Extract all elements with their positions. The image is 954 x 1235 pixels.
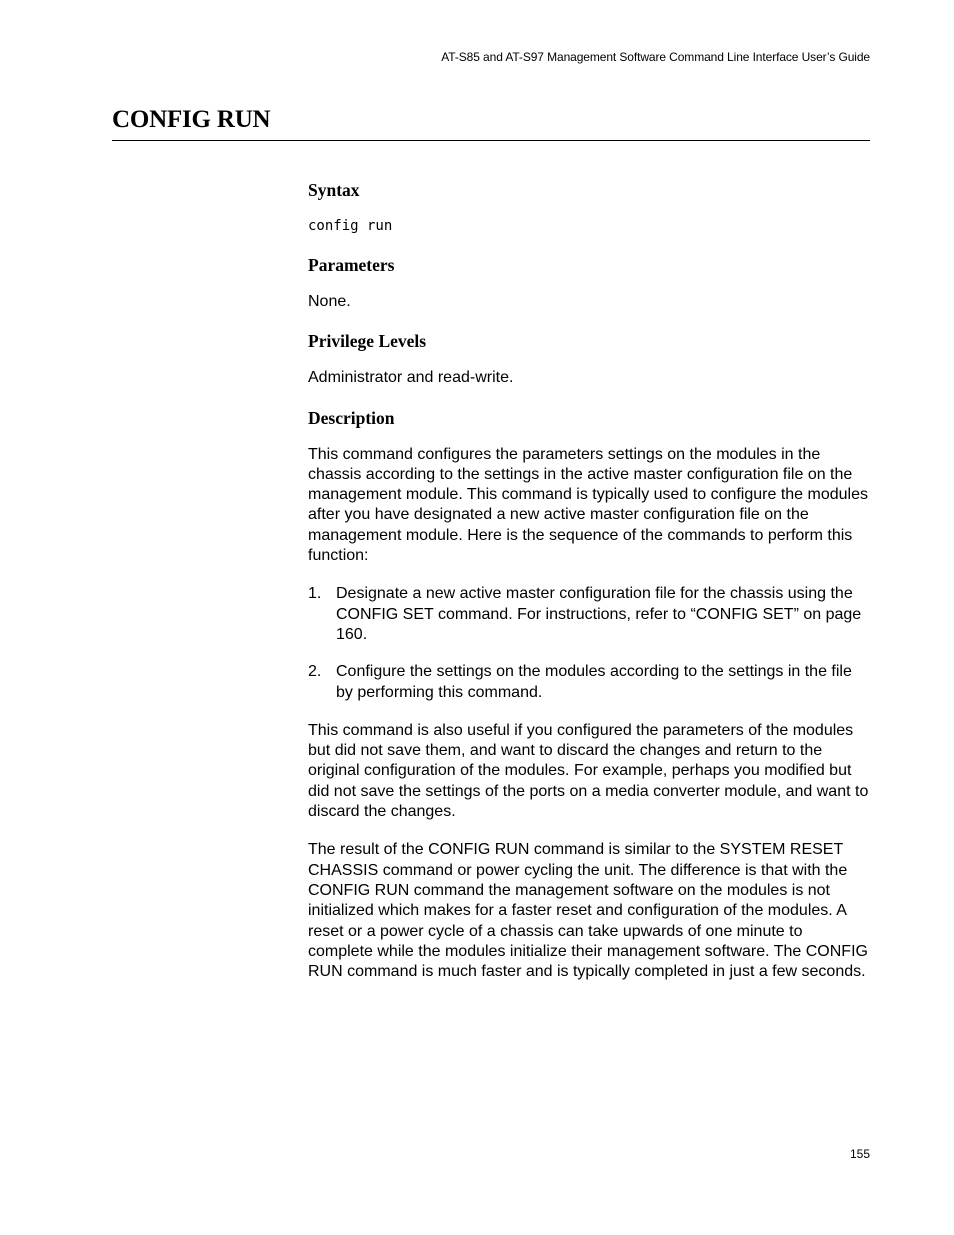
list-item-text: Configure the settings on the modules according to the settings in the file by performing this command.: [336, 663, 852, 701]
list-item: [308, 584, 870, 645]
running-header: AT-S85 and AT-S97 Management Software Command Line Interface User’s Guide: [441, 50, 870, 64]
main-content: [308, 178, 870, 982]
steps-list: [308, 584, 870, 702]
page-number: 155: [849, 1147, 870, 1161]
privilege-levels-text: Administrator and read-write.: [308, 369, 514, 387]
list-item: [308, 662, 870, 703]
page-title: CONFIG RUN: [112, 106, 271, 133]
syntax-code: config run: [308, 218, 393, 234]
syntax-heading: Syntax: [308, 180, 360, 200]
description-intro: This command configures the parameters settings on the modules in the chassis according to the settings in the active master configuration file on the management module. This command is typically used to configure the modules after you have designated a new active master configuration file on the management module. Here is the sequence of the commands to perform this function:: [308, 445, 868, 565]
list-item-number: 1.: [308, 585, 322, 603]
parameters-heading: Parameters: [308, 255, 395, 275]
description-paragraph-3: The result of the CONFIG RUN command is similar to the SYSTEM RESET CHASSIS command or power cycling the unit. The difference is that with the CONFIG RUN command the management software on the modules is not initialized which makes for a faster reset and configuration of the modules. A reset or a power cycle of a chassis can take upwards of one minute to complete while the modules initialize their management software. The CONFIG RUN command is much faster and is typically completed in just a few seconds.: [308, 841, 868, 981]
privilege-levels-heading: Privilege Levels: [308, 331, 427, 352]
description-heading: Description: [308, 407, 395, 428]
title-divider: [112, 140, 870, 141]
parameters-text: None.: [308, 293, 351, 310]
list-item-text: Designate a new active master configuration file for the chassis using the CONFIG SET command. For instructions, refer to “CONFIG SET” on page 160.: [336, 585, 862, 643]
list-item-number: 2.: [308, 663, 322, 681]
description-paragraph-2: This command is also useful if you configured the parameters of the modules but did not save them, and want to discard the changes and return to the original configuration of the modules. For example, perhaps you modified but did not save the settings of the ports on a media converter module, and want to discard the changes.: [308, 721, 869, 821]
